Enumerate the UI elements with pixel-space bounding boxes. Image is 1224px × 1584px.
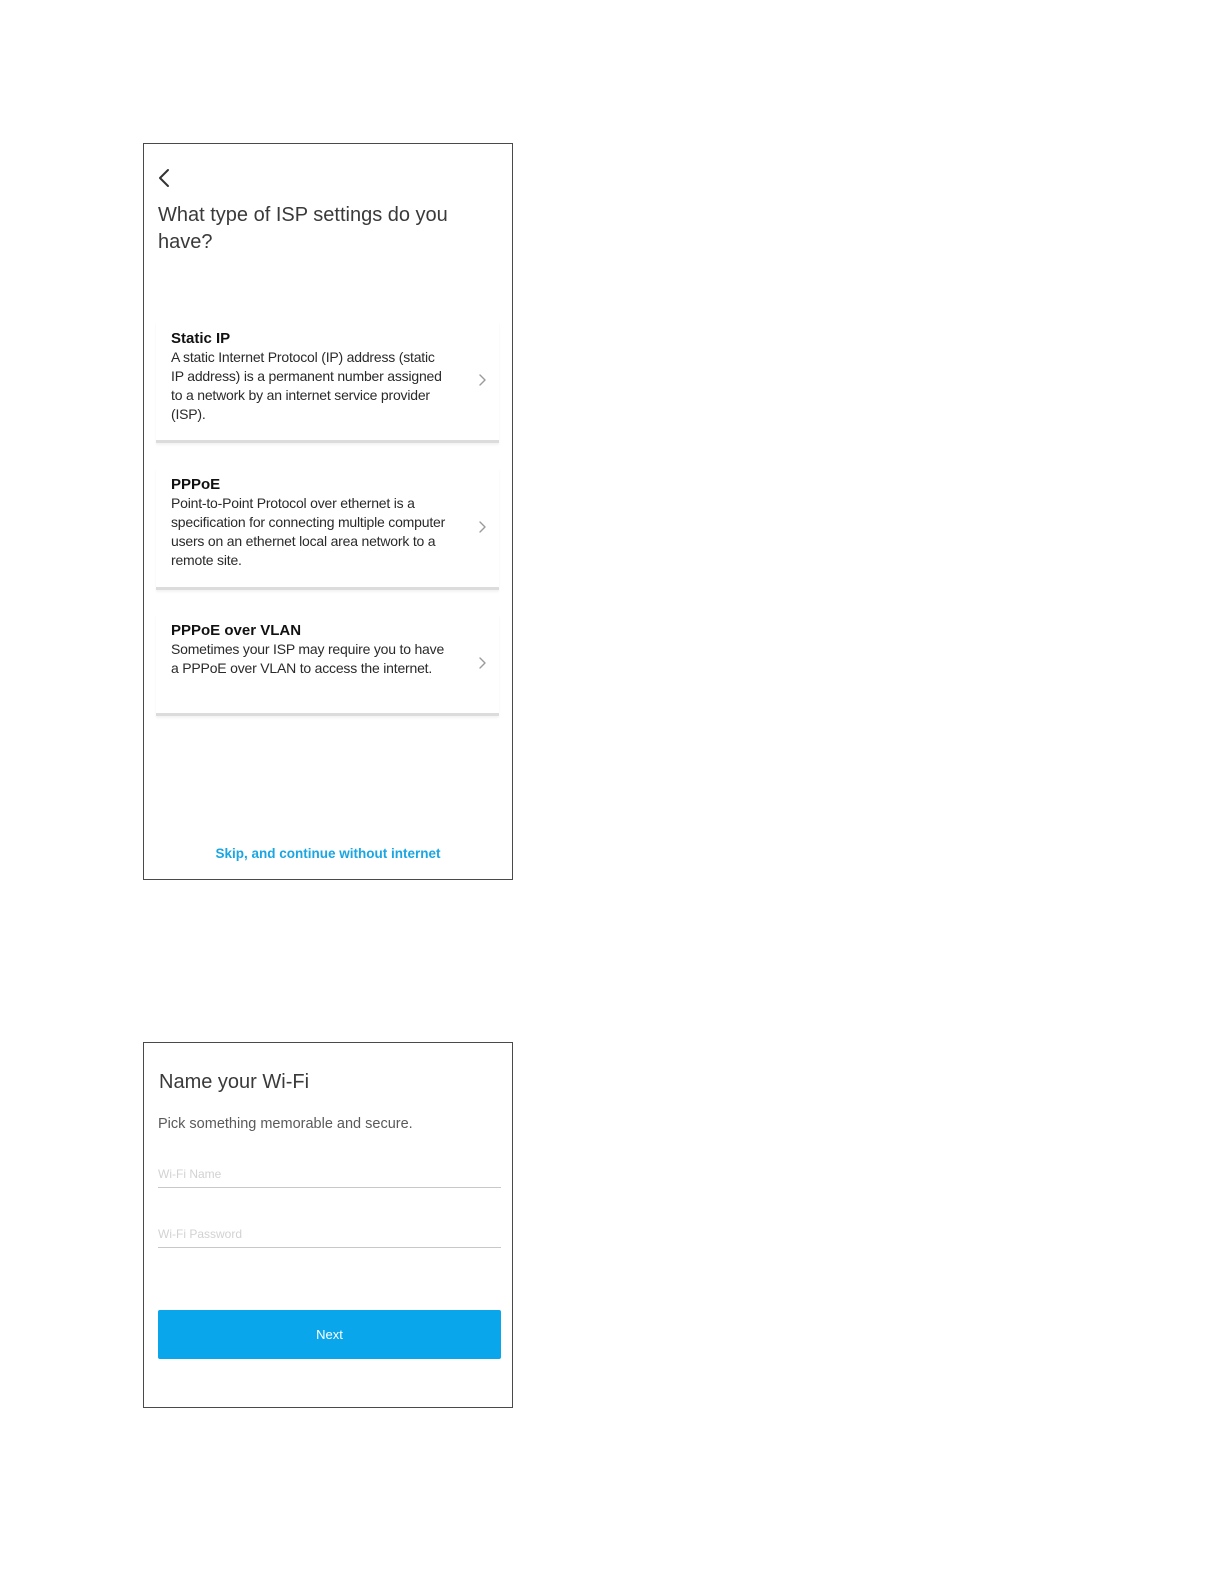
chevron-right-icon: [477, 373, 487, 387]
isp-settings-screen: [143, 143, 513, 880]
option-pppoe[interactable]: [156, 468, 499, 590]
skip-link[interactable]: Skip, and continue without internet: [215, 846, 441, 861]
option-title: PPPoE: [171, 476, 221, 493]
option-static-ip[interactable]: [156, 322, 499, 443]
option-description: Sometimes your ISP may require you to have a PPPoE over VLAN to access the internet.: [171, 641, 445, 676]
chevron-left-icon: [154, 166, 176, 190]
name-wifi-screen: [143, 1042, 513, 1408]
page-title: Name your Wi-Fi: [159, 1071, 310, 1093]
chevron-right-icon: [477, 520, 487, 534]
option-title: Static IP: [171, 330, 231, 347]
option-description: A static Internet Protocol (IP) address (static IP address) is a permanent number assigned to a network by an internet service provider (ISP).: [171, 349, 442, 422]
wifi-name-input[interactable]: [158, 1160, 501, 1188]
back-button[interactable]: [154, 166, 176, 190]
option-title: PPPoE over VLAN: [171, 622, 302, 639]
page-subtitle: Pick something memorable and secure.: [158, 1116, 413, 1132]
chevron-right-icon: [477, 656, 487, 670]
page-title: What type of ISP settings do you have?: [158, 204, 448, 253]
wifi-password-input[interactable]: [158, 1220, 501, 1248]
option-pppoe-over-vlan[interactable]: [156, 614, 499, 716]
option-description: Point-to-Point Protocol over ethernet is a specification for connecting multiple computer users on an ethernet local area network to a remote site.: [171, 495, 446, 568]
next-button[interactable]: Next: [158, 1310, 501, 1359]
